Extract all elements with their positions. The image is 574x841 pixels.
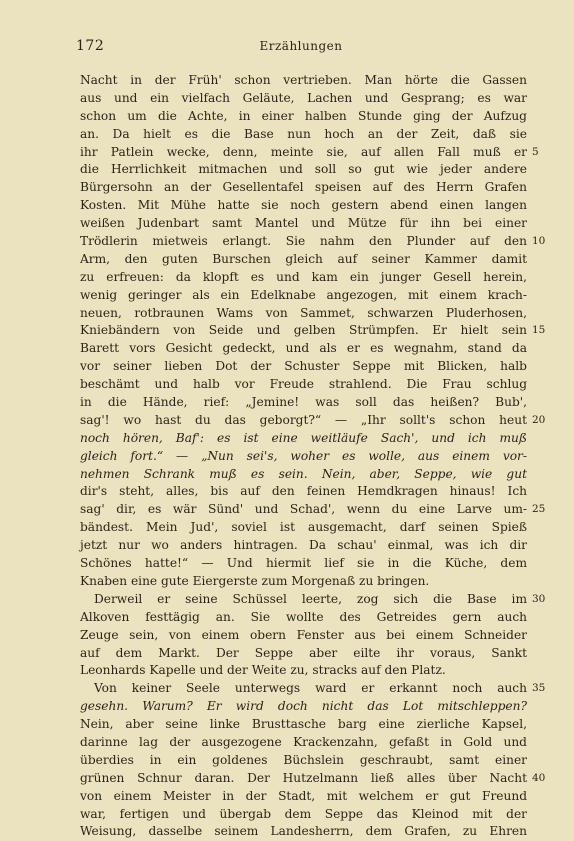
line-number: 15 (532, 324, 546, 337)
text-line (80, 179, 527, 197)
text-line (80, 251, 527, 269)
line-text: darinne lag der ausgezogene Krackenzahn, gefaßt in Gold und (80, 734, 527, 749)
text-line (80, 483, 527, 501)
line-text: vor seiner lieben Dot der Schuster Seppe mit Blicken, halb (80, 359, 527, 374)
line-text: in die Hände, rief: „Jemine! was soll das heißen? Bub', (80, 395, 527, 410)
line-text: sag' dir, es wär Sünd' und Schad', wenn du eine Larve um- (80, 502, 527, 517)
line-text: wenig geringer als ein Edelknabe angezogen, mit einem krach- (80, 287, 527, 302)
text-line (80, 537, 527, 555)
text-line (80, 233, 546, 251)
line-text: nehmen Schrank muß es sein. Nein, aber, Seppe, wie gut (80, 466, 527, 481)
text-line (80, 72, 527, 90)
line-text: Derweil er seine Schüssel leerte, zog sich die Base im (94, 591, 527, 606)
text-line (80, 591, 546, 609)
text-line (80, 573, 527, 591)
page-number: 172 (76, 38, 105, 54)
text-line (80, 305, 527, 323)
line-text: schon um die Achte, in einer halben Stunde ging der Aufzug (80, 108, 527, 123)
text-line (80, 161, 527, 179)
line-text: sag'! wo hast du das geborgt?“ — „Ihr sollt's schon heut (80, 412, 527, 427)
line-text: von einem Meister in der Stadt, mit welchem er gut Freund (80, 788, 527, 803)
line-text: Alkoven festtägig an. Sie wollte des Getreides gern auch (80, 609, 527, 624)
text-line (80, 609, 527, 627)
text-line (80, 197, 527, 215)
text-line (80, 752, 527, 770)
text-line (80, 716, 527, 734)
line-text: dir's steht, alles, bis auf den feinen Hemdkragen hinaus! Ich (80, 484, 527, 499)
line-text: gleich fort.“ — „Nun sei's, woher es wolle, aus einem vor- (80, 448, 527, 463)
text-line (80, 90, 527, 108)
line-text: bändest. Mein Jud', soviel ist ausgemacht, darf seinen Spieß (80, 520, 527, 535)
text-line (80, 412, 546, 430)
line-text: Zeuge sein, von einem obern Fenster aus bei einem Schneider (80, 627, 527, 642)
text-line (80, 215, 527, 233)
text-line (80, 269, 527, 287)
text-line (80, 287, 527, 305)
text-line (80, 448, 527, 466)
text-line (80, 734, 527, 752)
line-text: beschämt und halb vor Freude strahlend. Die Frau schlug (80, 377, 527, 392)
line-text: noch hören, Baf': es ist eine weitläufe Sach', und ich muß (80, 430, 527, 445)
line-text: weißen Judenbart samt Mantel und Mütze für ihn bei einer (80, 216, 527, 231)
text-line (80, 645, 527, 663)
text-line (80, 806, 527, 824)
line-text: Kosten. Mit Mühe hatte sie noch gestern abend einen langen (80, 198, 527, 213)
line-text: Bürgersohn an der Gesellentafel speisen auf des Herrn Grafen (80, 180, 527, 195)
line-text: aus und ein vielfach Geläute, Lachen und Gesprang; es war (80, 90, 527, 105)
line-text: war, fertigen und übergab dem Seppe das Kleinod mit der (80, 806, 527, 821)
line-number: 10 (532, 235, 546, 248)
line-text: Nein, aber seine linke Brusttasche barg eine zierliche Kapsel, (80, 717, 527, 732)
text-line (80, 126, 527, 144)
line-text: Arm, den guten Burschen gleich auf seiner Kammer damit (80, 251, 527, 266)
body-text (80, 72, 546, 841)
line-text: Weisung, dasselbe seinem Landesherrn, dem Grafen, zu Ehren (80, 824, 527, 839)
line-text: die Herrlichkeit mitmachen und soll so gut wie jeder andere (80, 162, 527, 177)
text-line (80, 358, 527, 376)
text-line (80, 555, 527, 573)
line-text: an. Da hielt es die Base nun hoch an der Zeit, daß sie (80, 126, 527, 141)
text-line (80, 376, 527, 394)
line-text: zu erfreuen: da klopft es und kam ein junger Gesell herein, (80, 269, 527, 284)
line-text: Von keiner Seele unterwegs ward er erkannt noch auch (94, 681, 527, 696)
running-head: Erzählungen (259, 39, 343, 53)
line-text: überdies in ein goldenes Büchslein geschraubt, samt einer (80, 752, 527, 767)
line-text: gesehn. Warum? Er wird doch nicht das Lot mitschleppen? (80, 699, 527, 714)
text-line (80, 698, 527, 716)
line-text: Nacht in der Früh' schon vertrieben. Man hörte die Gassen (80, 73, 527, 87)
page-header (76, 38, 526, 58)
text-line (80, 394, 527, 412)
text-line (80, 108, 527, 126)
text-line (80, 788, 527, 806)
line-number: 30 (532, 592, 546, 605)
line-text: Barett vors Gesicht gedeckt, und als er es wegnahm, stand da (80, 341, 527, 356)
text-line (80, 322, 546, 340)
text-line (80, 519, 527, 537)
text-line (80, 430, 527, 448)
text-line (80, 823, 527, 841)
line-text: grünen Schnur daran. Der Hutzelmann ließ alles über Nacht (80, 770, 527, 785)
text-line (80, 680, 546, 698)
line-text: jetzt nur wo anders hintragen. Da schau' einmal, was ich dir (80, 538, 527, 553)
line-number: 5 (532, 145, 539, 158)
line-text: Knaben eine gute Eiergerste zum Morgenaß zu bringen. (80, 573, 430, 588)
line-text: Kniebändern von Seide und gelben Strümpfen. Er hielt sein (80, 323, 527, 338)
line-text: ihr Patlein wecke, denn, meinte sie, auf allen Fall muß er (80, 144, 527, 159)
line-number: 25 (532, 503, 546, 516)
text-line (80, 662, 527, 680)
text-line (80, 770, 546, 788)
line-text: neuen, rotbraunen Wams von Sammet, schwarzen Pluderhosen, (80, 305, 527, 320)
line-text: Trödlerin mietweis erlangt. Sie nahm den Plunder auf den (80, 234, 527, 249)
line-text: auf dem Markt. Der Seppe aber eilte ihr voraus, Sankt (80, 645, 527, 660)
text-line (80, 144, 539, 162)
line-number: 40 (532, 771, 546, 784)
line-text: Leonhards Kapelle und der Weite zu, stracks auf den Platz. (80, 663, 446, 678)
text-line (80, 501, 546, 519)
text-line (80, 340, 527, 358)
line-number: 35 (532, 682, 546, 695)
line-number: 20 (532, 413, 546, 426)
text-line (80, 627, 527, 645)
line-text: Schönes hatte!“ — Und hiermit lief sie in die Küche, dem (80, 556, 527, 571)
text-line (80, 466, 527, 484)
